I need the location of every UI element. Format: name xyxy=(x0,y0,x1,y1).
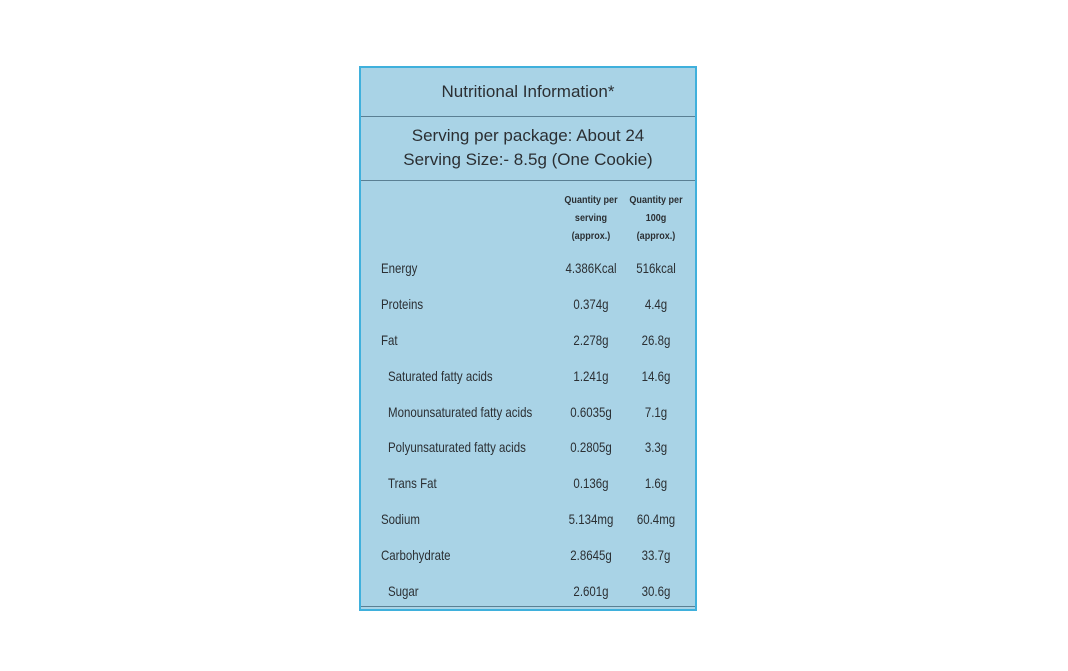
nutrient-name: Sodium xyxy=(381,511,420,528)
per-serving-value: 0.136g xyxy=(573,475,609,492)
nutrient-name: Sugar xyxy=(388,582,419,599)
per-100g-value: 60.4mg xyxy=(636,511,676,528)
per-serving-value: 0.6035g xyxy=(570,403,612,420)
per-100g-value: 1.6g xyxy=(644,475,668,492)
column-header-line: (approx.) xyxy=(571,230,611,242)
nutrient-name: Trans Fat xyxy=(388,475,437,492)
label-title-box xyxy=(361,68,695,117)
column-header-per-100g xyxy=(628,191,683,245)
nutrient-name: Fat xyxy=(381,331,398,348)
per-100g-value: 33.7g xyxy=(641,547,671,564)
nutrient-row-fat xyxy=(361,322,695,358)
per-100g-value: 30.6g xyxy=(641,582,671,599)
nutrient-row-sugar xyxy=(361,573,695,609)
nutrient-name: Energy xyxy=(381,259,418,276)
nutrient-rows xyxy=(361,250,695,609)
per-serving-value: 2.278g xyxy=(573,331,609,348)
per-100g-value: 14.6g xyxy=(641,367,671,384)
per-serving-value: 0.374g xyxy=(573,295,609,312)
column-header-per-serving xyxy=(563,191,618,245)
per-100g-value: 516kcal xyxy=(636,259,676,276)
per-100g-value: 4.4g xyxy=(644,295,668,312)
nutrient-name: Monounsaturated fatty acids xyxy=(388,403,533,420)
nutrient-name: Polyunsaturated fatty acids xyxy=(388,439,526,456)
nutrient-name: Carbohydrate xyxy=(381,547,451,564)
serving-size: Serving Size:- 8.5g (One Cookie) xyxy=(403,150,653,169)
nutrient-name: Saturated fatty acids xyxy=(388,367,493,384)
per-serving-value: 5.134mg xyxy=(568,511,614,528)
nutrient-row-sodium xyxy=(361,501,695,537)
nutrient-row-saturated-fatty-acids xyxy=(361,358,695,394)
per-100g-value: 26.8g xyxy=(641,331,671,348)
serving-info xyxy=(361,116,695,181)
per-serving-value: 4.386Kcal xyxy=(565,259,617,276)
nutrient-row-trans-fat xyxy=(361,465,695,501)
nutrient-row-proteins xyxy=(361,286,695,322)
per-100g-value: 7.1g xyxy=(644,403,668,420)
nutrient-name: Proteins xyxy=(381,295,424,312)
nutrient-row-energy xyxy=(361,250,695,286)
per-100g-value: 3.3g xyxy=(644,439,668,456)
nutrient-row-monounsaturated-fatty-acids xyxy=(361,394,695,430)
bottom-divider xyxy=(361,606,695,607)
per-serving-value: 2.8645g xyxy=(570,547,612,564)
nutrient-row-polyunsaturated-fatty-acids xyxy=(361,429,695,465)
column-header-line: Quantity per xyxy=(629,194,683,206)
column-header-line: serving xyxy=(574,212,608,224)
column-header-line: 100g xyxy=(645,212,667,224)
label-title: Nutritional Information* xyxy=(441,82,615,101)
per-serving-value: 2.601g xyxy=(573,582,609,599)
nutrition-label xyxy=(359,66,697,611)
column-header-line: (approx.) xyxy=(636,230,676,242)
serving-per-package: Serving per package: About 24 xyxy=(411,126,645,145)
per-serving-value: 1.241g xyxy=(573,367,609,384)
per-serving-value: 0.2805g xyxy=(570,439,612,456)
nutrient-row-carbohydrate xyxy=(361,537,695,573)
column-header-line: Quantity per xyxy=(564,194,618,206)
